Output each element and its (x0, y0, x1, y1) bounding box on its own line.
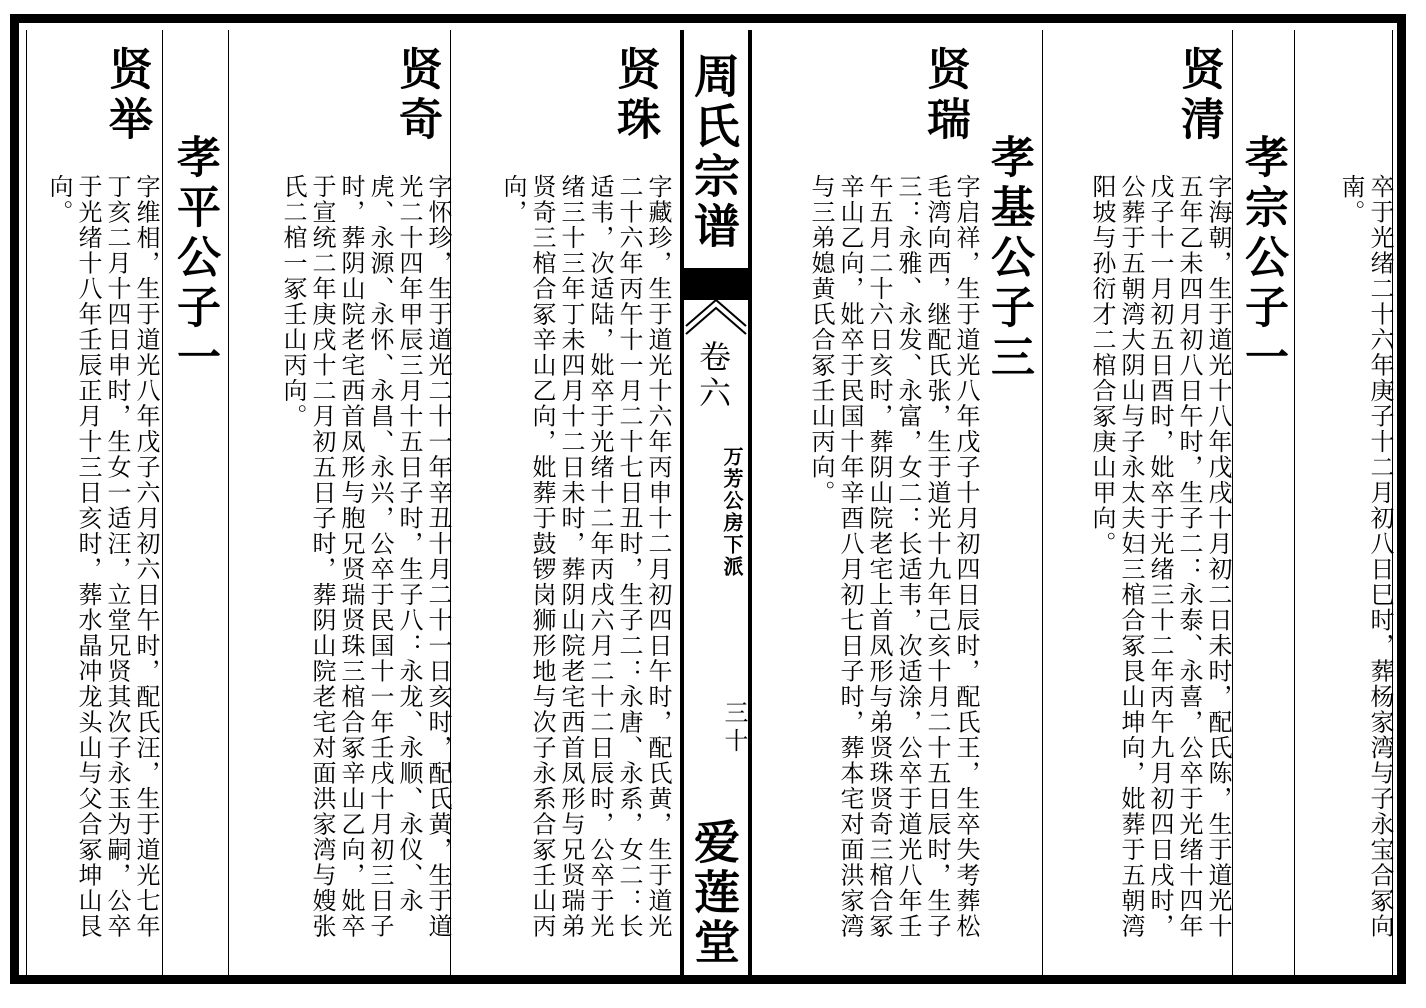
father-heading: 孝宗公子一 (1237, 134, 1288, 384)
branch-label: 万芳公房下派 (720, 446, 744, 578)
column-divider (26, 30, 27, 982)
column-divider (162, 30, 163, 982)
father-heading: 孝基公子三 (983, 134, 1034, 384)
person-name: 贤清 (1173, 46, 1224, 146)
spine-divider (748, 30, 752, 982)
entry-text: 卒于光绪二十六年庚子十二月初八日巳时，葬杨家湾与子永宝合冢向南。 (1337, 174, 1394, 939)
page-number: 三十 (720, 700, 748, 756)
entry-text: 字启祥，生于道光八年戊子十月初四日辰时，配氏王，生卒失考葬松毛湾向西，继配氏张，生于道光十九年己亥十月二十五日辰时，生子三：永雅、永发、永富，女二：长适韦，次适涂，公卒于道光八年壬午五月二十六日亥时，葬阴山院老宅上首凤形与弟贤珠贤奇三棺合冢辛山乙向，妣卒于民国十年辛酉八月初七日子时，葬本宅对面洪家湾与三弟媳黄氏合冢壬山丙向。 (807, 174, 980, 939)
hall-name: 爱莲堂 (687, 818, 741, 968)
column-divider (228, 30, 229, 982)
entry-text: 字怀珍，生于道光二十一年辛丑十月二十一日亥时，配氏黄，生于道光二十四年甲辰三月十五日子时，生子八：永龙、永顺、永仪、永虎、永源、永怀、永昌、永兴，公卒于民国十一年壬戌十月初三日子时，葬阴山院老宅西首凤形与胞兄贤瑞贤珠三棺合冢辛山乙向，妣卒于宣统二年庚戌十二月初五日子时，葬阴山院老宅对面洪家湾与嫂张氏二棺一冢壬山丙向。 (279, 174, 452, 939)
genealogy-title: 周氏宗谱 (687, 52, 741, 252)
person-name: 贤瑞 (919, 46, 970, 146)
entry-text: 字藏珍，生于道光十六年丙申十二月初四日午时，配氏黄，生于道光二十六年丙午十一月二十七日丑时，生子二：永唐、永系，女二：长适韦，次适陆，妣卒于光绪十二年丙戌六月二十二日辰时，公卒于光绪三十三年丁未四月十二日未时，葬阴山院老宅西首凤形与兄贤瑞弟贤奇三棺合冢辛山乙向，妣葬于鼓锣岗狮形地与次子永系合冢壬山丙向， (499, 174, 672, 939)
father-heading: 孝平公子一 (169, 134, 220, 384)
column-divider (1294, 30, 1295, 982)
person-name: 贤举 (101, 46, 152, 146)
entry-text: 字维相，生于道光八年戊子六月初六日午时，配氏汪，生于道光七年丁亥二月十四日申时，生女一适汪，立堂兄贤其次子永玉为嗣，公卒于光绪十八年壬辰正月十三日亥时，葬水晶冲龙头山与父合冢坤山艮向。 (45, 174, 160, 939)
column-divider (1232, 30, 1233, 982)
fishtail-ornament (684, 296, 748, 340)
spine-divider (680, 30, 684, 982)
column-divider (1042, 30, 1043, 982)
entry-text: 字海朝，生于道光十八年戊戌十月初二日未时，配氏陈，生于道光十五年乙未四月初八日午时，生子二：永泰、永喜，公卒于光绪十四年戊子十一月初五日酉时，妣卒于光绪三十二年丙午九月初四日戌时，公葬于五朝湾大阴山与子永太夫妇三棺合冢艮山坤向，妣葬于五朝湾阳坡与孙衍才二棺合冢庚山甲向。 (1088, 174, 1232, 939)
volume-label: 卷六 (694, 340, 732, 412)
person-name: 贤珠 (609, 46, 660, 146)
person-name: 贤奇 (391, 46, 442, 146)
